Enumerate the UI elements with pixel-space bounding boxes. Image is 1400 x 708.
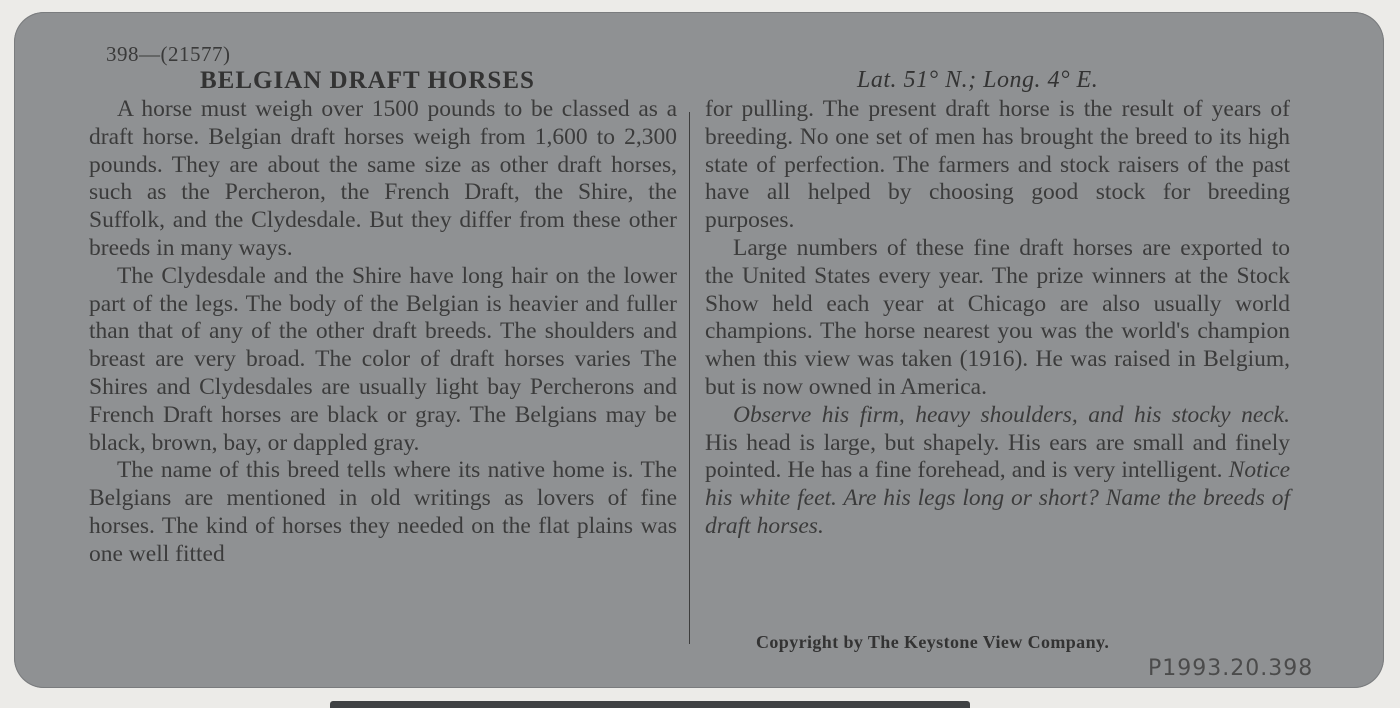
paragraph: The name of this breed tells where its native home is. The Belgians are mentioned in old writings as lovers of fine horses. The kind of horses they needed on the flat plains was one well fitted bbox=[89, 457, 677, 567]
copyright-line: Copyright by The Keystone View Company. bbox=[756, 632, 1110, 652]
paragraph: Large numbers of these fine draft horses are exported to the United States every year. The prize winners at the Stock Show held each year at Chicago are also usually world champions. The horse nearest you was the world's champion when this view was taken (1916). He was raised in Belgium, but is now owned in America. bbox=[705, 234, 1290, 400]
right-text-column bbox=[705, 96, 1290, 541]
italic-text: Observe his firm, heavy shoulders, and his stocky neck. bbox=[733, 401, 1290, 428]
accession-number: P1993.20.398 bbox=[1148, 656, 1314, 681]
mount-edge bbox=[330, 701, 970, 708]
left-text-column bbox=[89, 96, 677, 569]
location-coordinates: Lat. 51° N.; Long. 4° E. bbox=[857, 67, 1099, 93]
catalog-number: 398—(21577) bbox=[106, 42, 231, 66]
paragraph: The Clydesdale and the Shire have long hair on the lower part of the legs. The body of the Belgian is heavier and fuller than that of any of the other draft breeds. The shoulders and breast are very broad. The color of draft horses varies The Shires and Clydesdales are usually light bay Percherons and French Draft horses are black or gray. The Belgians may be black, brown, bay, or dappled gray. bbox=[89, 262, 677, 456]
paragraph-text: His head is large, but shapely. His ears are small and finely pointed. He has a fine forehead, and is very intelligent. bbox=[705, 429, 1290, 484]
paragraph: for pulling. The present draft horse is the result of years of breeding. No one set of men has brought the breed to its high state of perfection. The farmers and stock raisers of the past have all helped by choosing good stock for breeding purposes. bbox=[705, 96, 1290, 234]
italic-text: Notice his white feet. Are his legs long or short? Name the breeds of draft horses. bbox=[705, 457, 1290, 539]
column-divider bbox=[689, 112, 690, 644]
paragraph: A horse must weigh over 1500 pounds to be classed as a draft horse. Belgian draft horses weigh from 1,600 to 2,300 pounds. They are about the same size as other draft horses, such as the Percheron, the French Draft, the Shire, the Suffolk, and the Clydesdale. But they differ from these other breeds in many ways. bbox=[89, 96, 677, 261]
card-title: BELGIAN DRAFT HORSES bbox=[200, 67, 535, 94]
paragraph bbox=[705, 402, 1290, 541]
